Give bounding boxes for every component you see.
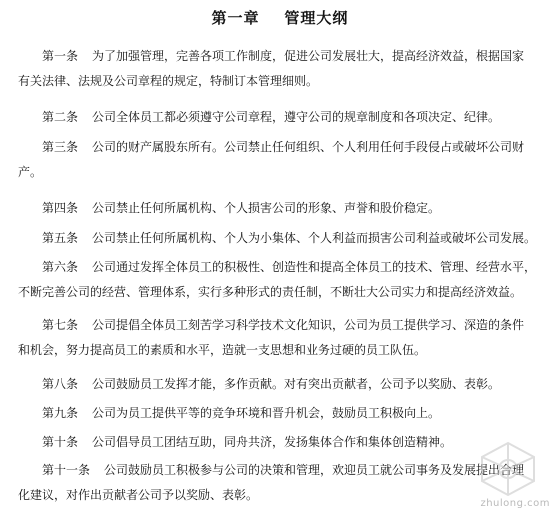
- article-text-line1: 公司为员工提供平等的竞争环境和晋升机会，鼓励员工积极向上。: [92, 406, 441, 420]
- article-7: [18, 313, 542, 363]
- article-text-line2: 化建议，对作出贡献者公司予以奖励、表彰。: [18, 488, 259, 502]
- article-6: [18, 255, 542, 305]
- article-number: 第六条: [42, 260, 79, 274]
- article-4: [18, 196, 542, 221]
- article-text-line1: 公司提倡全体员工刻苦学习科学技术文化知识，公司为员工提供学习、深造的条件: [92, 318, 525, 332]
- article-text-line1: 公司倡导员工团结互助，同舟共济，发扬集体合作和集体创造精神。: [92, 435, 453, 449]
- article-text-line1: 公司全体员工都必须遵守公司章程，遵守公司的规章制度和各项决定、纪律。: [92, 110, 501, 124]
- article-text-line1: 公司鼓励员工积极参与公司的决策和管理，欢迎员工就公司事务及发展提出合理: [104, 463, 525, 477]
- article-number: 第九条: [42, 406, 79, 420]
- article-text-line1: 为了加强管理，完善各项工作制度，促进公司发展壮大，提高经济效益，根据国家: [92, 49, 525, 63]
- watermark-logo-icon: [462, 437, 554, 507]
- article-2: [18, 105, 542, 130]
- article-9: [18, 401, 542, 426]
- article-number: 第一条: [42, 49, 79, 63]
- article-text-line1: 公司鼓励员工发挥才能，多作贡献。对有突出贡献者，公司予以奖励、表彰。: [92, 377, 501, 391]
- article-number: 第二条: [42, 110, 79, 124]
- article-number: 第四条: [42, 201, 79, 215]
- article-text-line2: 产。: [18, 165, 43, 179]
- article-1: [18, 44, 542, 94]
- article-number: 第八条: [42, 377, 79, 391]
- article-text-line1: 公司通过发挥全体员工的积极性、创造性和提高全体员工的技术、管理、经营水平，: [92, 260, 537, 274]
- article-3: [18, 135, 542, 185]
- article-text-line1: 公司禁止任何所属机构、个人损害公司的形象、声誉和股价稳定。: [92, 201, 441, 215]
- article-text-line1: 公司禁止任何所属机构、个人为小集体、个人利益而损害公司利益或破坏公司发展。: [92, 231, 537, 245]
- article-number: 第三条: [42, 140, 79, 154]
- article-number: 第十条: [42, 435, 79, 449]
- article-text-line1: 公司的财产属股东所有。公司禁止任何组织、个人利用任何手段侵占或破坏公司财: [92, 140, 525, 154]
- article-text-line2: 不断完善公司的经营、管理体系，实行多种形式的责任制，不断壮大公司实力和提高经济效益。: [18, 285, 523, 299]
- watermark-text: zhulong.com: [480, 498, 550, 509]
- article-8: [18, 372, 542, 397]
- article-text-line2: 有关法律、法规及公司章程的规定，特制订本管理细则。: [18, 74, 319, 88]
- article-number: 第十一条: [42, 463, 91, 477]
- article-number: 第七条: [42, 318, 79, 332]
- article-number: 第五条: [42, 231, 79, 245]
- chapter-title: 第一章 管理大纲: [211, 9, 349, 27]
- article-text-line2: 和机会，努力提高员工的素质和水平，造就一支思想和业务过硬的员工队伍。: [18, 343, 427, 357]
- article-5: [18, 226, 542, 251]
